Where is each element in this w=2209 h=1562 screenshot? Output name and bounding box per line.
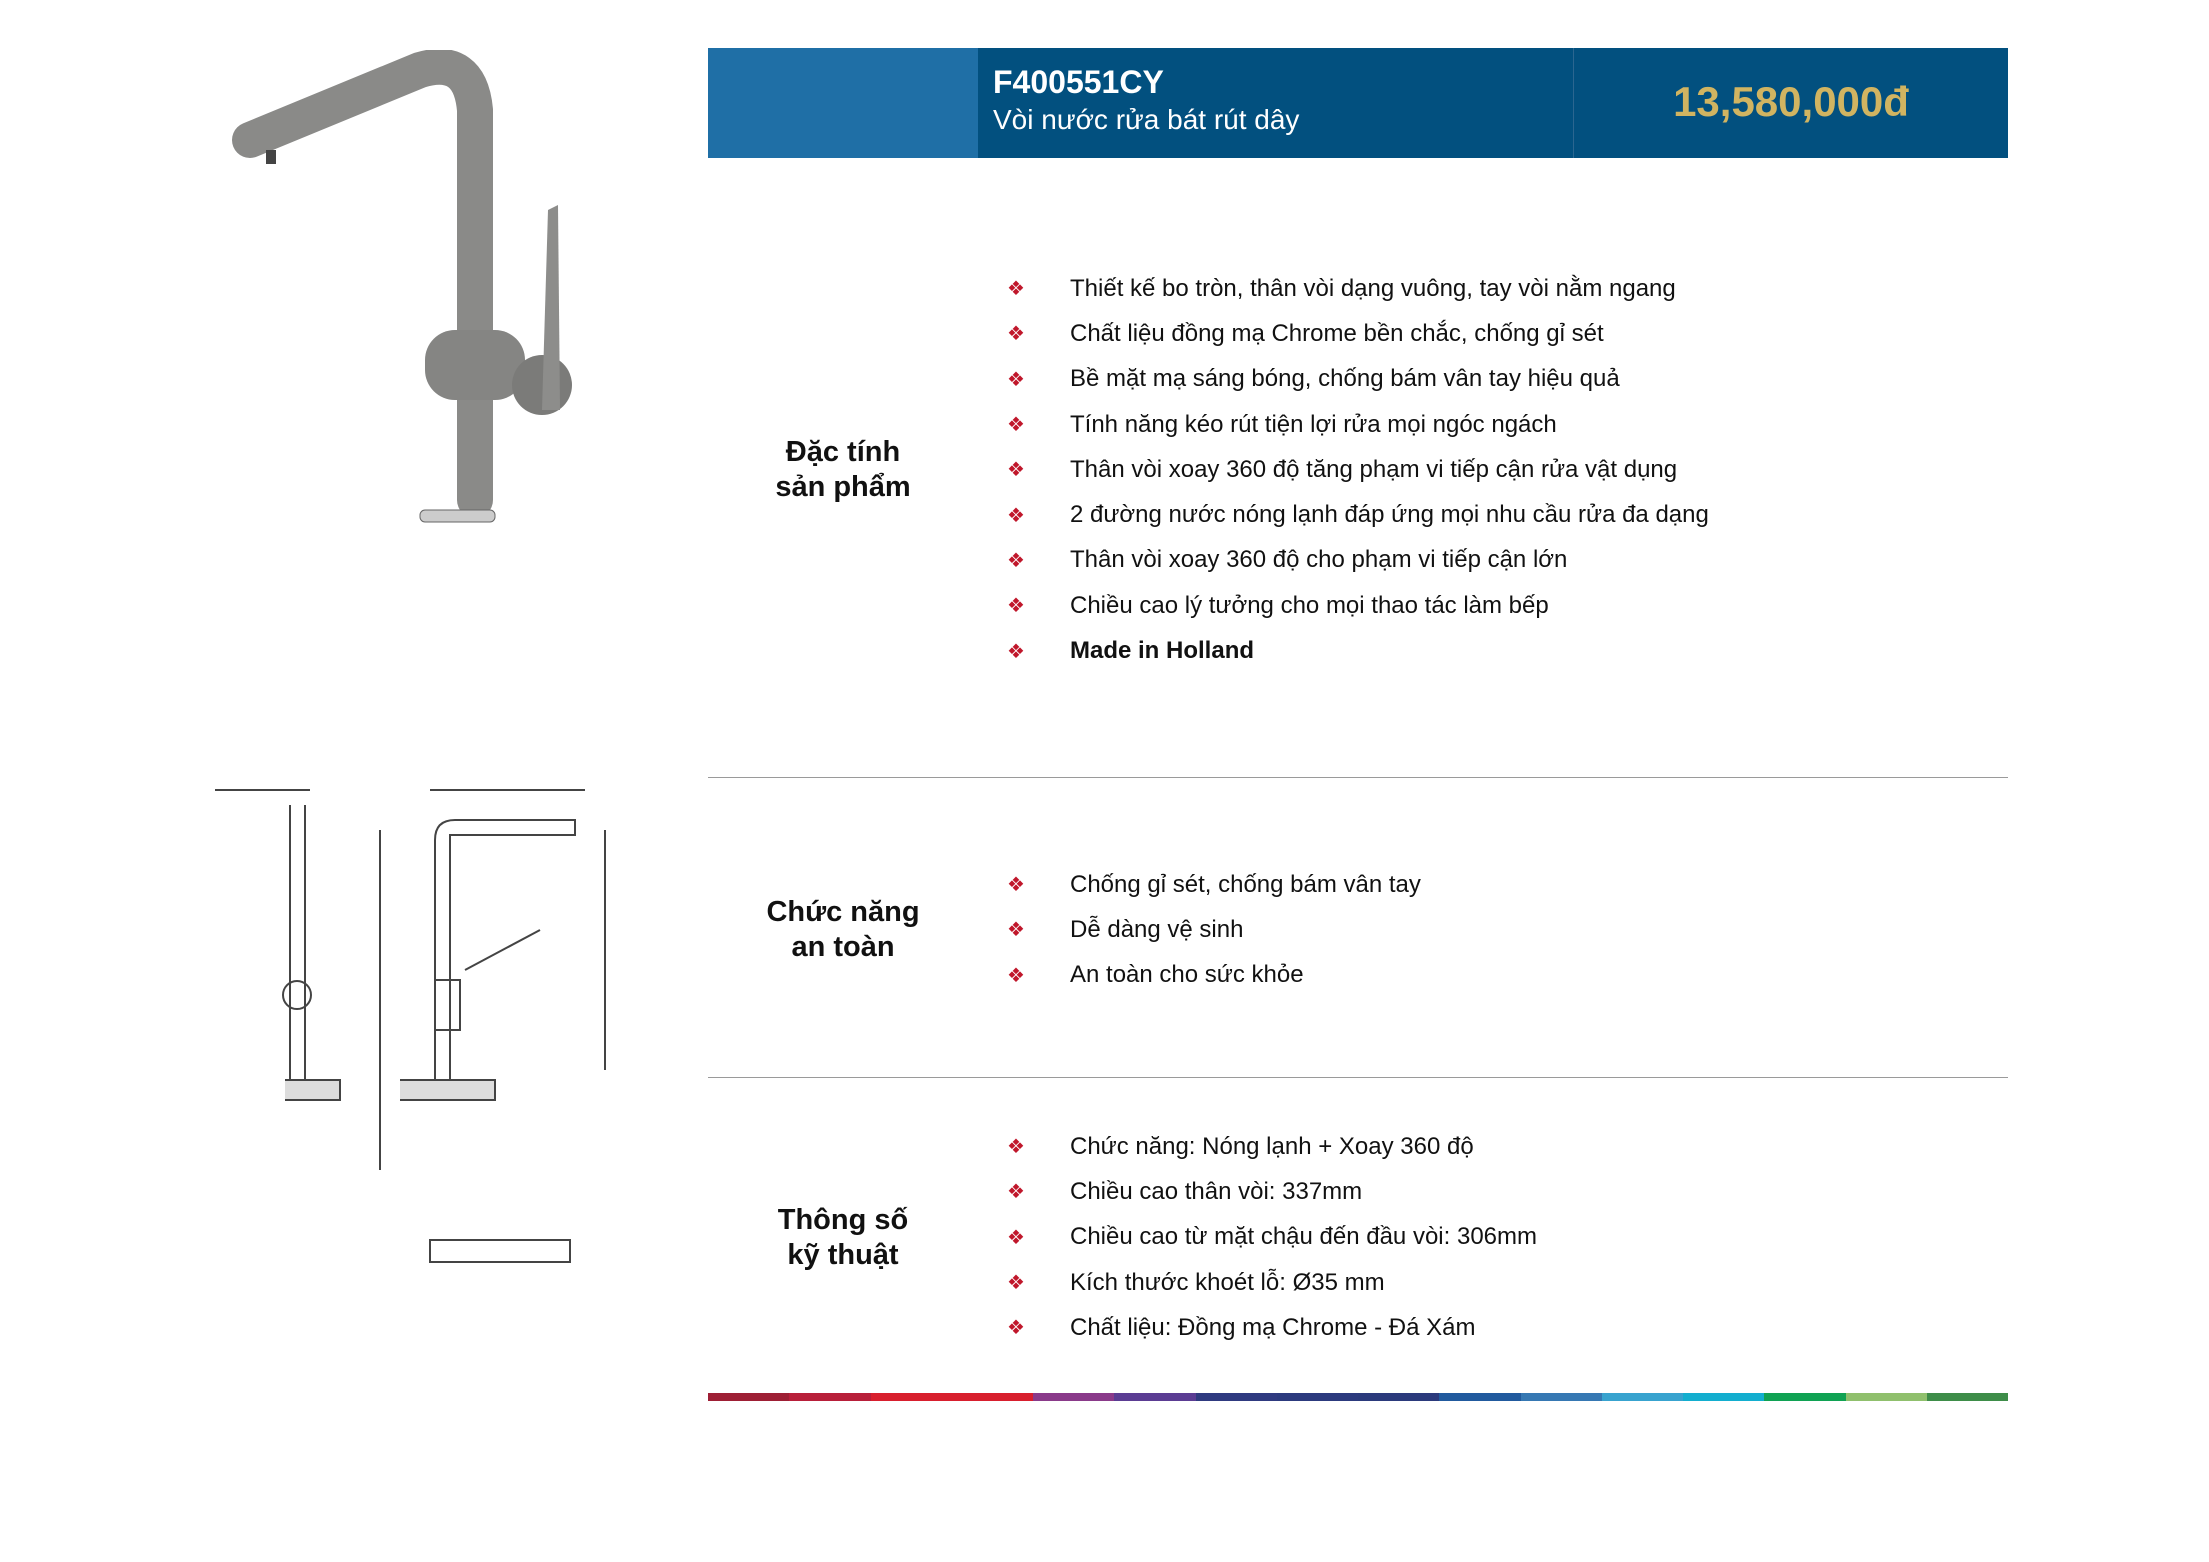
label-line: Đặc tính: [785, 436, 901, 468]
label-line: an toàn: [791, 931, 895, 963]
list-item: [1005, 357, 1709, 402]
diamond-cluster-icon: ❖: [1007, 323, 1025, 346]
list-item: [1005, 1215, 1537, 1260]
stripe-segment: [1196, 1393, 1277, 1401]
stripe-segment: [1439, 1393, 1520, 1401]
label-line: Thông số: [777, 1204, 909, 1236]
technical-drawing: [210, 780, 630, 1270]
diamond-cluster-icon: ❖: [1007, 414, 1025, 437]
stripe-segment: [789, 1393, 870, 1401]
diamond-cluster-icon: ❖: [1007, 1136, 1025, 1159]
diamond-cluster-icon: ❖: [1007, 459, 1025, 482]
label-line: Chức năng: [766, 896, 920, 928]
item-text: Chức năng: Nóng lạnh + Xoay 360 độ: [1070, 1132, 1474, 1160]
list-item: [1005, 1169, 1537, 1214]
label-line: kỹ thuật: [787, 1239, 899, 1271]
stripe-segment: [871, 1393, 952, 1401]
list-item: [1005, 538, 1709, 583]
item-text: Thiết kế bo tròn, thân vòi dạng vuông, tay vòi nằm ngang: [1070, 274, 1676, 302]
list-item: [1005, 862, 1421, 907]
item-text: 2 đường nước nóng lạnh đáp ứng mọi nhu cầu rửa đa dạng: [1070, 501, 1709, 529]
list-item: [1005, 628, 1709, 673]
stripe-segment: [1846, 1393, 1927, 1401]
diamond-cluster-icon: ❖: [1007, 368, 1025, 391]
item-text: Chiều cao từ mặt chậu đến đầu vòi: 306mm: [1070, 1223, 1537, 1251]
stripe-segment: [1277, 1393, 1358, 1401]
stripe-segment: [1927, 1393, 2008, 1401]
product-header: [708, 48, 2008, 158]
item-text: Thân vòi xoay 360 độ tăng phạm vi tiếp cận rửa vật dụng: [1070, 455, 1678, 483]
item-text: Thân vòi xoay 360 độ cho phạm vi tiếp cận lớn: [1070, 546, 1568, 574]
section-divider: [708, 1077, 2008, 1078]
diamond-cluster-icon: ❖: [1007, 640, 1025, 663]
list-item: [1005, 1260, 1537, 1305]
stripe-segment: [1114, 1393, 1195, 1401]
item-text: Chiều cao thân vòi: 337mm: [1070, 1177, 1363, 1205]
list-item: [1005, 447, 1709, 492]
specs-list: [1005, 1124, 1537, 1350]
diamond-cluster-icon: ❖: [1007, 504, 1025, 527]
list-item: [1005, 1124, 1537, 1169]
item-text: Made in Holland: [1070, 637, 1255, 665]
stripe-segment: [952, 1393, 1033, 1401]
list-item: [1005, 402, 1709, 447]
section-divider: [708, 777, 2008, 778]
product-price: 13,580,000đ: [1673, 78, 1909, 125]
safety-list: [1005, 862, 1421, 998]
diamond-cluster-icon: ❖: [1007, 919, 1025, 942]
stripe-segment: [708, 1393, 789, 1401]
stripe-segment: [1764, 1393, 1845, 1401]
item-text: Chống gỉ sét, chống bám vân tay: [1070, 870, 1421, 898]
features-list: [1005, 266, 1709, 674]
diamond-cluster-icon: ❖: [1007, 964, 1025, 987]
section-label-specs: [713, 1203, 973, 1273]
stripe-segment: [1602, 1393, 1683, 1401]
list-item: [1005, 907, 1421, 952]
item-text: Chất liệu: Đồng mạ Chrome - Đá Xám: [1070, 1313, 1476, 1341]
item-text: An toàn cho sức khỏe: [1070, 961, 1304, 989]
color-stripe-bar: [708, 1393, 2008, 1401]
item-text: Kích thước khoét lỗ: Ø35 mm: [1070, 1268, 1385, 1296]
faucet-image: [220, 50, 600, 560]
product-code: F400551CY: [993, 64, 1164, 100]
stripe-segment: [1521, 1393, 1602, 1401]
list-item: [1005, 492, 1709, 537]
list-item: [1005, 1305, 1537, 1350]
section-label-safety: [713, 895, 973, 965]
diamond-cluster-icon: ❖: [1007, 1226, 1025, 1249]
label-line: sản phẩm: [775, 471, 911, 503]
diamond-cluster-icon: ❖: [1007, 874, 1025, 897]
item-text: Chiều cao lý tưởng cho mọi thao tác làm bếp: [1070, 591, 1549, 619]
diamond-cluster-icon: ❖: [1007, 549, 1025, 572]
stripe-segment: [1683, 1393, 1764, 1401]
diamond-cluster-icon: ❖: [1007, 595, 1025, 618]
diamond-cluster-icon: ❖: [1007, 1317, 1025, 1340]
stripe-segment: [1033, 1393, 1114, 1401]
product-subtitle: Vòi nước rửa bát rút dây: [993, 104, 1300, 135]
header-accent-block: [708, 48, 978, 158]
list-item: [1005, 266, 1709, 311]
item-text: Tính năng kéo rút tiện lợi rửa mọi ngóc ngách: [1070, 410, 1557, 438]
item-text: Chất liệu đồng mạ Chrome bền chắc, chống gỉ sét: [1070, 319, 1604, 347]
list-item: [1005, 311, 1709, 356]
list-item: [1005, 583, 1709, 628]
diamond-cluster-icon: ❖: [1007, 1272, 1025, 1295]
item-text: Dễ dàng vệ sinh: [1070, 915, 1244, 943]
item-text: Bề mặt mạ sáng bóng, chống bám vân tay hiệu quả: [1070, 365, 1620, 393]
diamond-cluster-icon: ❖: [1007, 278, 1025, 301]
diamond-cluster-icon: ❖: [1007, 1181, 1025, 1204]
list-item: [1005, 953, 1421, 998]
section-label-features: [713, 435, 973, 505]
stripe-segment: [1358, 1393, 1439, 1401]
